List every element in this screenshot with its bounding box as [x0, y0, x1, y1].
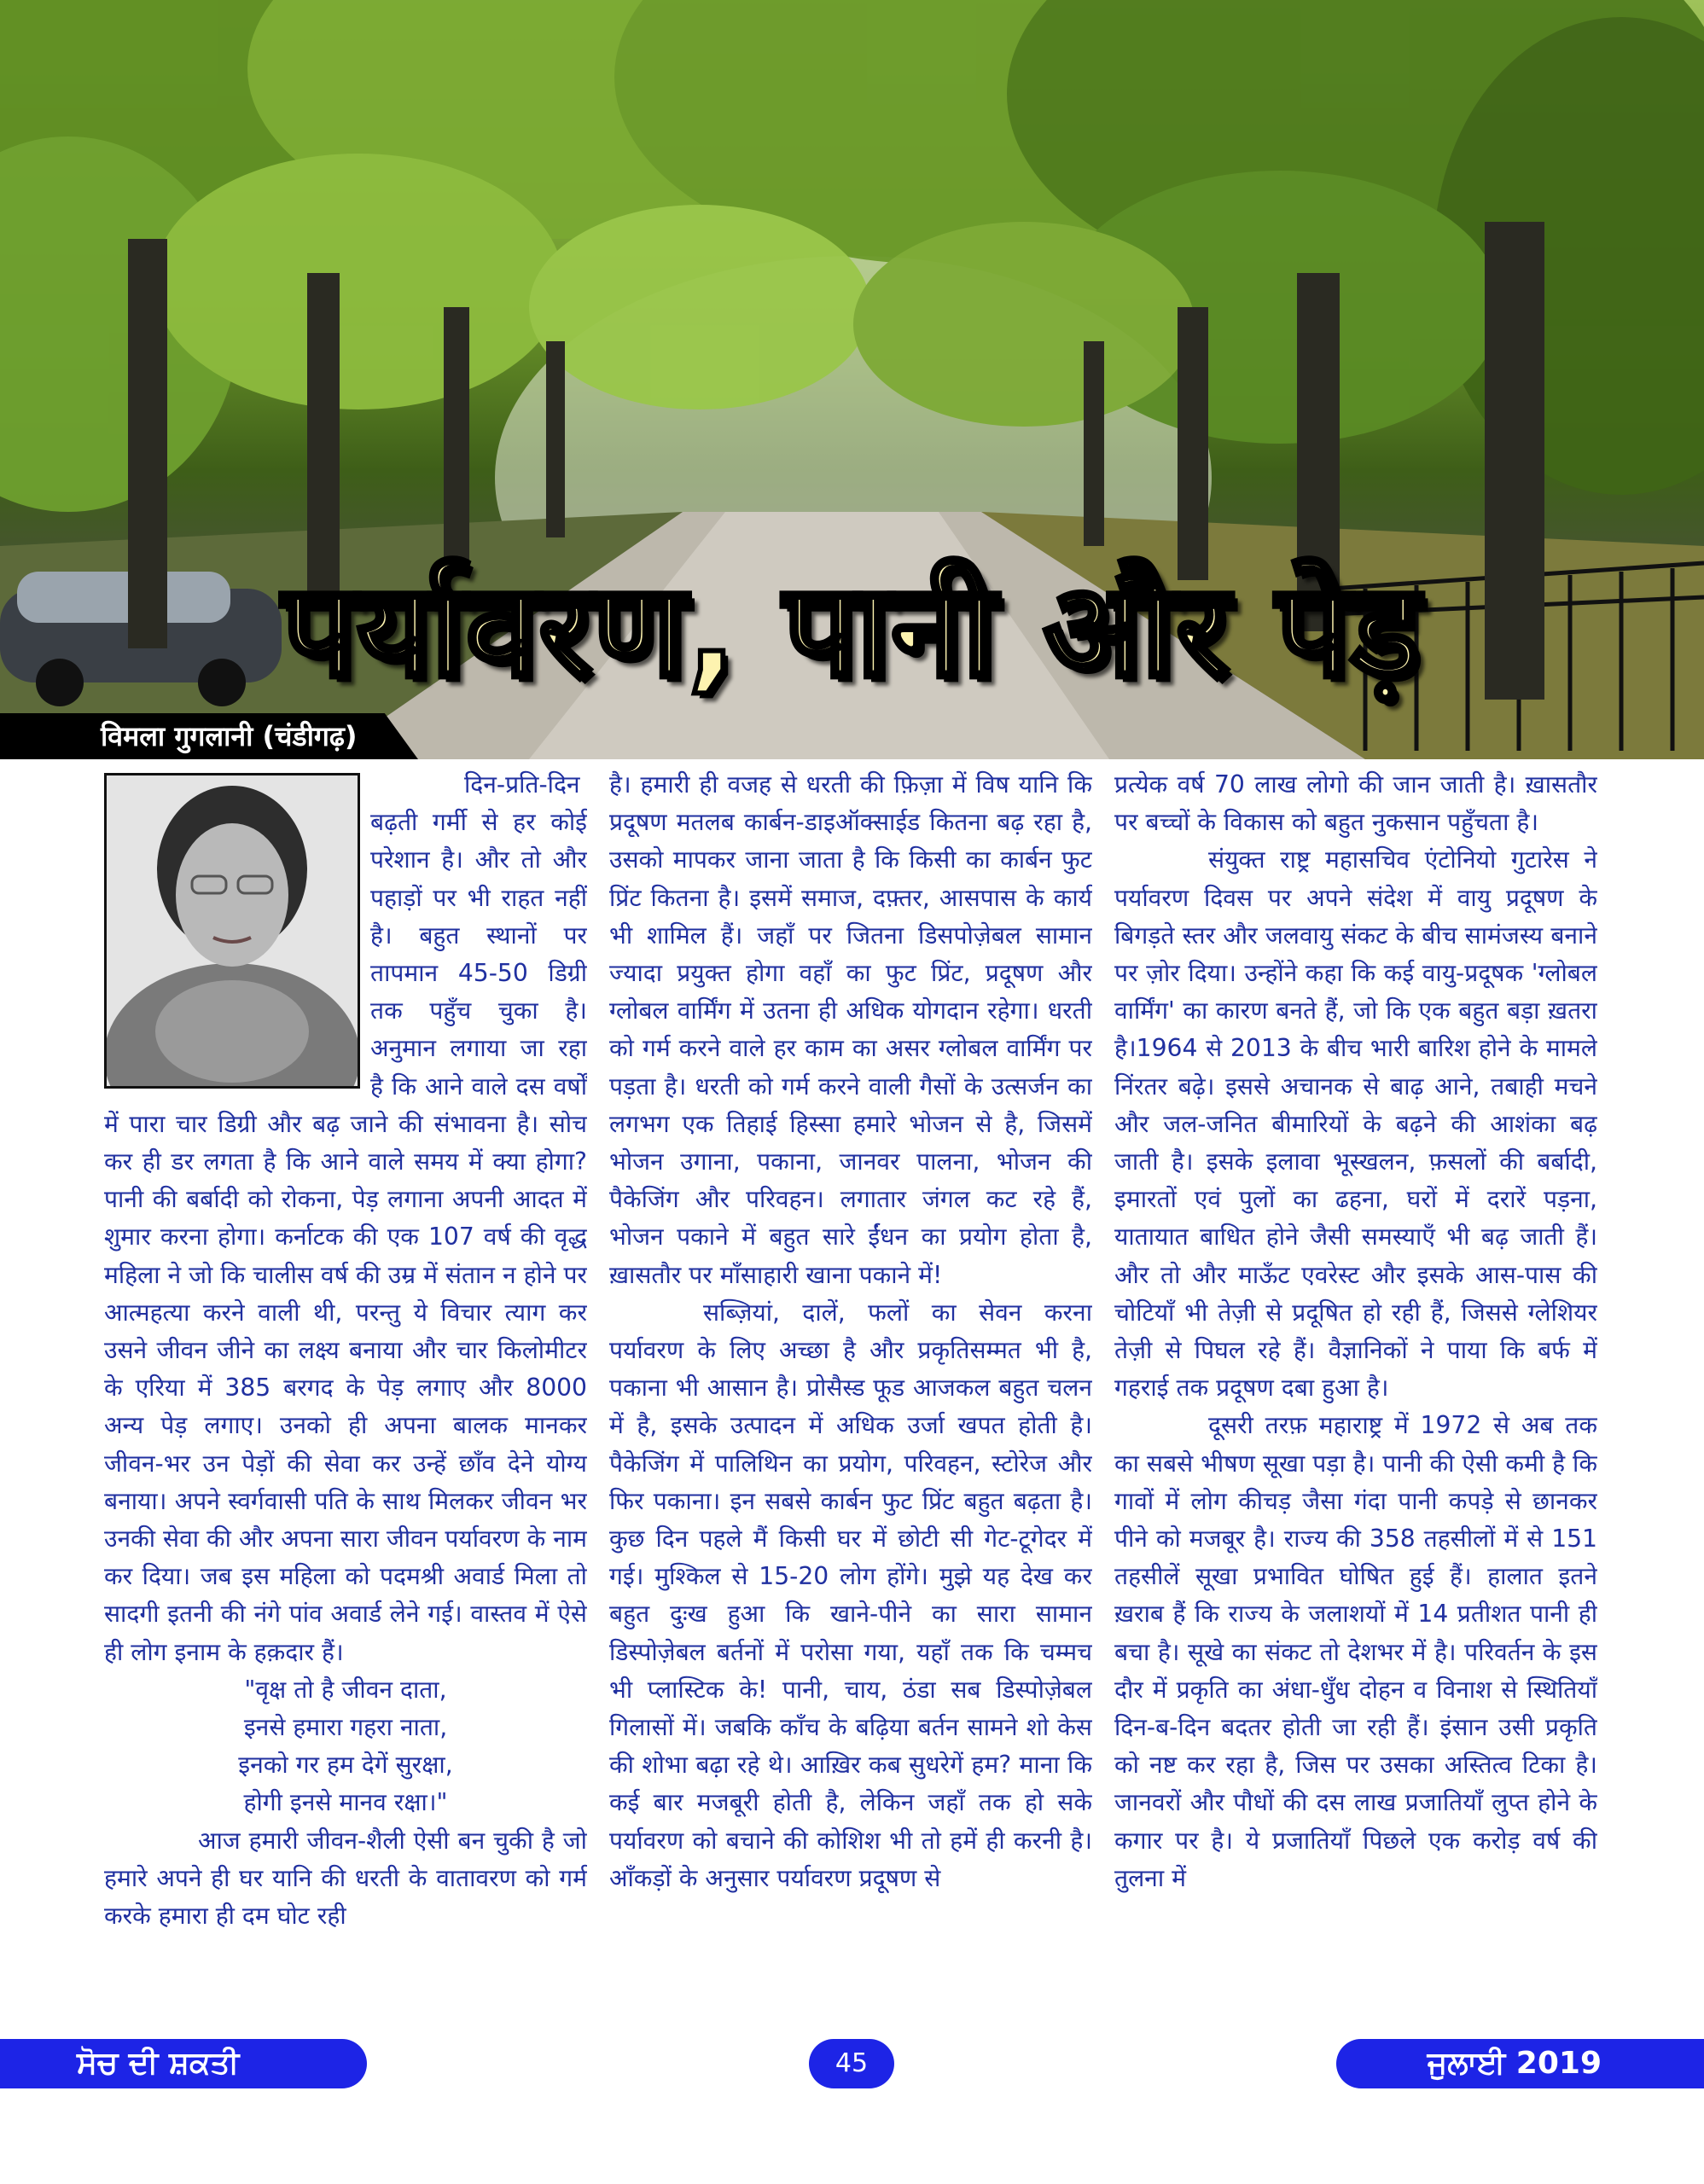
author-byline: विमला गुगलानी (चंडीगढ़) — [101, 720, 358, 752]
footer-page-number: 45 — [809, 2039, 894, 2088]
col3-paragraph-3: दूसरी तरफ़ महाराष्ट्र में 1972 से अब तक का सबसे भीषण सूखा पड़ा है। पानी की ऐसी कमी है कि गावों में लोग कीचड़ जैसा गंदा पानी कपड़े से छानकर पीने को मजबूर है। राज्य की 358 तहसीलों में से 151 तहसीलें सूखा प्रभावित घोषित हुई हैं। हालात इतने ख़राब हैं कि राज्य के जलाशयों में 14 प्रतीशत पानी ही बचा है। सूखे का संकट तो देशभर में है। परिवर्तन के इस दौर में प्रकृति का अंधा-धुँध दोहन व विनाश से स्थितियाँ दिन-ब-दिन बदतर होती जा रही हैं। इंसान उसी प्रकृति को नष्ट कर रहा है, जिस पर उसका अस्तित्व टिका है। जानवरों और पौधों की दस लाख प्रजातियाँ लुप्त होने के कगार पर है। ये प्रजातियाँ पिछले एक करोड़ वर्ष की तुलना में — [1114, 1411, 1597, 1892]
author-portrait — [104, 773, 360, 1089]
col1-paragraph-1: दिन-प्रति-दिन बढ़ती गर्मी से हर कोई परेशान है। और तो और पहाड़ों पर भी राहत नहीं है। बहुत स्थानों पर तापमान 45-50 डिग्री तक पहुँच चुका है। अनुमान लगाया जा रहा है कि आने वाले दस वर्षों में पारा चार डिग्री और बढ़ जाने की संभावना है। सोच कर ही डर लगता है कि आने वाले समय में क्या होगा? पानी की बर्बादी को रोकना, पेड़ लगाना अपनी आदत में शुमार करना होगा। कर्नाटक की एक 107 वर्ष की वृद्ध महिला ने जो कि चालीस वर्ष की उम्र में संतान न होने पर आत्महत्या करने वाली थी, परन्तु ये विचार त्याग कर उसने जीवन जीने का लक्ष्य बनाया और चार किलोमीटर के एरिया में 385 बरगद के पेड़ लगाए और 8000 अन्य पेड़ लगाए। उनको ही अपना बालक मानकर जीवन-भर उन पेड़ों की सेवा कर उन्हें छाँव देने योग्य बनाया। अपने स्वर्गवासी पति के साथ मिलकर जीवन भर उनकी सेवा की और अपना सारा जीवन पर्यावरण के नाम कर दिया। जब इस महिला को पदमश्री अवार्ड मिला तो सादगी इतनी की नंगे पांव अवार्ड लेने गई। वास्तव में ऐसे ही लोग इनाम के हक़दार हैं। — [104, 770, 587, 1666]
col2-paragraph-1: है। हमारी ही वजह से धरती की फ़िज़ा में विष यानि कि प्रदूषण मतलब कार्बन-डाइऑक्साईड कितना बढ़ रहा है, उसको मापकर जाना जाता है कि किसी का कार्बन फुट प्रिंट कितना है। इसमें समाज, दफ़्तर, आसपास के कार्य भी शामिल हैं। जहाँ पर जितना डिसपोज़ेबल सामान ज्यादा प्रयुक्त होगा वहाँ का फुट प्रिंट, प्रदूषण और ग्लोबल वार्मिंग में उतना ही अधिक योगदान रहेगा। धरती को गर्म करने वाले हर काम का असर ग्लोबल वार्मिंग पर पड़ता है। धरती को गर्म करने वाली गैसों के उत्सर्जन का लगभग एक तिहाई हिस्सा हमारे भोजन से है, जिसमें भोजन उगाना, पकाना, जानवर पालना, भोजन की पैकेजिंग और परिवहन। लगातार जंगल कट रहे हैं, भोजन पकाने में बहुत सारे ईंधन का प्रयोग होता है, ख़ासतौर पर माँसाहारी खाना पकाने में! — [609, 770, 1092, 1289]
col3-paragraph-1: प्रत्येक वर्ष 70 लाख लोगो की जान जाती है। ख़ासतौर पर बच्चों के विकास को बहुत नुकसान पहुँचता है। — [1114, 770, 1597, 837]
footer-issue-date: ਜੁਲਾਈ 2019 — [1336, 2039, 1704, 2088]
col3-paragraph-2: संयुक्त राष्ट्र महासचिव एंटोनियो गुटारेस ने पर्यावरण दिवस पर अपने संदेश में वायु प्रदूषण के बिगड़ते स्तर और जलवायु संकट के बीच सामंजस्य बनाने पर ज़ोर दिया। उन्होंने कहा कि कई वायु-प्रदूषक 'ग्लोबल वार्मिंग' का कारण बनते हैं, जो कि एक बहुत बड़ा ख़तरा है।1964 से 2013 के बीच भारी बारिश होने के मामले निंरतर बढ़े। इससे अचानक से बाढ़ आने, तबाही मचने और जल-जनित बीमारियों के बढ़ने की आशंका बढ़ जाती है। इसके इलावा भूस्खलन, फ़सलों की बर्बादी, इमारतों एवं पुलों का ढहना, घरों में दरारें पड़ना, यातायात बाधित होने जैसी समस्याएँ भी बढ़ जाती हैं। और तो और माऊँट एवरेस्ट और इसके आस-पास की चोटियाँ भी तेज़ी से प्रदूषित हो रही हैं, जिससे ग्लेशियर तेज़ी से पिघल रहे हैं। वैज्ञानिकों ने पाया कि बर्फ में गहराई तक प्रदूषण दबा हुआ है। — [1114, 845, 1597, 1403]
article-column-3 — [1114, 766, 1597, 2007]
author-photo-icon — [107, 775, 358, 1086]
col2-paragraph-2: सब्ज़ियां, दालें, फलों का सेवन करना पर्यावरण के लिए अच्छा है और प्रकृतिसम्मत भी है, पकाना भी आसान है। प्रोसैस्ड फूड आजकल बहुत चलन में है, इसके उत्पादन में अधिक उर्जा खपत होती है। पैकेजिंग में पालिथिन का प्रयोग, परिवहन, स्टोरेज और फिर पकाना। इन सबसे कार्बन फुट प्रिंट बहुत बढ़ता है। कुछ दिन पहले मैं किसी घर में छोटी सी गेट-टूगेदर में गई। मुश्किल से 15-20 लोग होंगे। मुझे यह देख कर बहुत दुःख हुआ कि खाने-पीने का सारा सामान डिस्पोज़ेबल बर्तनों में परोसा गया, यहाँ तक कि चम्मच भी प्लास्टिक के! पानी, चाय, ठंडा सब डिस्पोज़ेबल गिलासों में। जबकि काँच के बढ़िया बर्तन सामने शो केस की शोभा बढ़ा रहे थे। आख़िर कब सुधरेगें हम? माना कि कई बार मजबूरी होती है, लेकिन जहाँ तक हो सके पर्यावरण को बचाने की कोशिश भी तो हमें ही करनी है। आँकड़ों के अनुसार पर्यावरण प्रदूषण से — [609, 1298, 1092, 1892]
poem-line-3: इनको गर हम देगें सुरक्षा, — [238, 1751, 453, 1780]
article-column-2 — [609, 766, 1092, 2007]
col1-paragraph-2: आज हमारी जीवन-शैली ऐसी बन चुकी है जो हमारे अपने ही घर यानि की धरती के वातावरण को गर्म करके हमारा ही दम घोट रही — [104, 1826, 587, 1931]
poem-line-4: होगी इनसे मानव रक्षा।" — [243, 1788, 448, 1817]
poem-line-2: इनसे हमारा गहरा नाता, — [243, 1713, 448, 1742]
footer-magazine-name: ਸੋਚ ਦੀ ਸ਼ਕਤੀ — [0, 2039, 367, 2088]
article-column-1 — [104, 766, 587, 2007]
poem-line-1: "वृक्ष तो है जीवन दाता, — [244, 1675, 447, 1704]
article-headline: पर्यावरण, पानी और पेड़ — [282, 557, 1422, 706]
